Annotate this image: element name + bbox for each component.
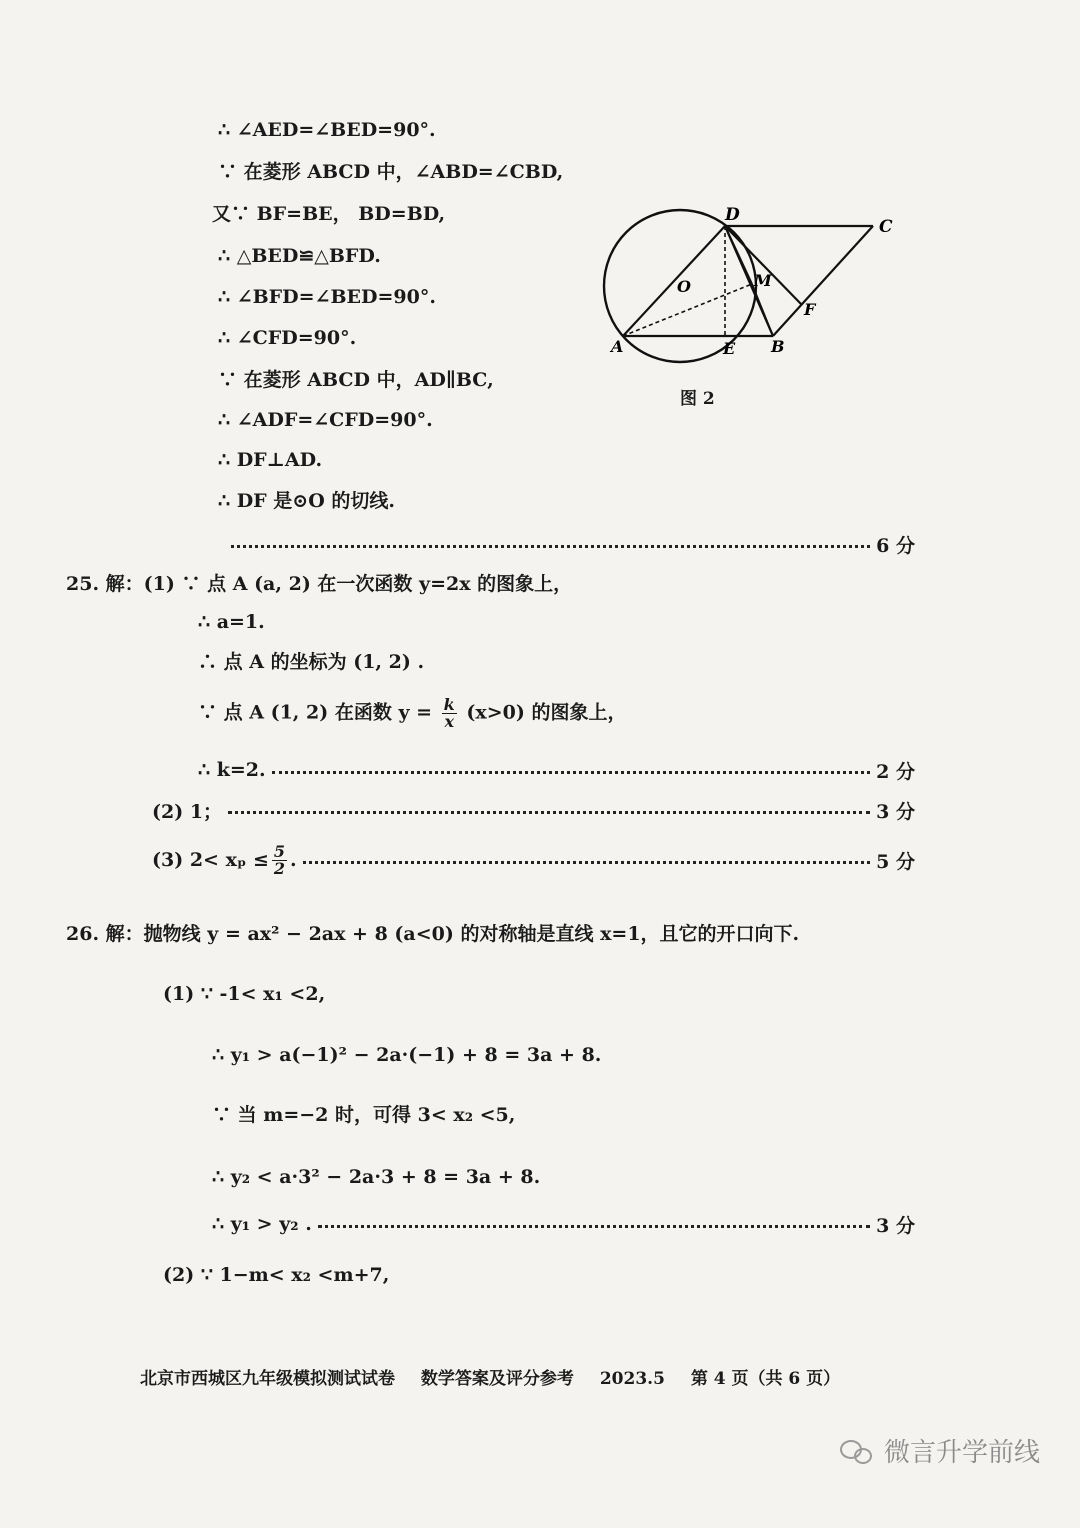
frac-num: 5 [273, 841, 286, 861]
proof-line-3: 又∵ BF=BE， BD=BD, [212, 203, 446, 225]
segment-df [725, 226, 801, 304]
score-5: 5 分 [876, 850, 915, 873]
q26-line-5: ∴ y₂ < a·3² − 2a·3 + 8 = 3a + 8. [212, 1166, 541, 1188]
proof-line-4: ∴ △BED≌△BFD. [218, 245, 381, 267]
side-ad [623, 226, 725, 336]
label-d: D [725, 205, 740, 225]
label-m: M [754, 271, 772, 290]
q26-line-3: ∴ y₁ > a(−1)² − 2a·(−1) + 8 = 3a + 8. [212, 1044, 602, 1066]
footer-school: 北京市西城区九年级模拟测试试卷 [140, 1369, 395, 1389]
label-a: A [611, 337, 624, 356]
proof-line-1: ∴ ∠AED=∠BED=90°. [218, 119, 436, 141]
segment-dm [725, 226, 752, 284]
q26-line-1: 26. 解：抛物线 y = ax² − 2ax + 8 (a<0) 的对称轴是直线 x=1，且它的开口向下. [66, 923, 800, 945]
q25-line-1: 25. 解：(1) ∵ 点 A (a, 2) 在一次函数 y=2x 的图象上， [66, 573, 573, 595]
proof-line-10: ∴ DF 是⊙O 的切线. [218, 490, 395, 512]
q26-line-2: (1) ∵ -1< x₁ <2, [163, 983, 326, 1005]
geometry-figure [595, 200, 925, 415]
label-e: E [723, 339, 736, 358]
fraction-5-over-2 [272, 841, 287, 878]
label-f: F [804, 300, 816, 319]
footer-date: 2023.5 [599, 1369, 665, 1389]
score-3b: 3 分 [876, 1214, 915, 1237]
frac-den: 2 [273, 858, 286, 878]
watermark [840, 1432, 1040, 1469]
proof-line-5: ∴ ∠BFD=∠BED=90°. [218, 286, 436, 308]
side-cb [773, 226, 873, 336]
score-2: 2 分 [876, 760, 915, 783]
label-b: B [771, 337, 785, 356]
frac-den: x [444, 712, 454, 731]
q25-part-3-pre: (3) 2< xₚ ≤ [152, 849, 269, 871]
proof-line-6: ∴ ∠CFD=90°. [218, 327, 357, 349]
q25-line-5 [198, 756, 915, 784]
proof-line-8: ∴ ∠ADF=∠CFD=90°. [218, 409, 433, 431]
watermark-text: 微言升学前线 [884, 1438, 1041, 1468]
proof-line-9: ∴ DF⊥AD. [218, 449, 323, 471]
q25-line-3: ∴ 点 A 的坐标为 (1, 2) . [198, 651, 425, 673]
score-6: 6 分 [876, 534, 915, 557]
q26-line-4: ∵ 当 m=−2 时，可得 3< x₂ <5, [212, 1104, 516, 1126]
q26-line-6 [212, 1210, 915, 1238]
q25-line-4 [198, 697, 626, 730]
footer-subject: 数学答案及评分参考 [420, 1369, 574, 1389]
proof-line-2: ∵ 在菱形 ABCD 中，∠ABD=∠CBD, [218, 161, 564, 183]
q25-part-2 [152, 796, 915, 824]
score-3a: 3 分 [876, 800, 915, 823]
q25-line-5-text: ∴ k=2. [198, 759, 266, 781]
frac-num: k [443, 695, 455, 714]
q25-part-2-text: (2) 1； [152, 800, 223, 823]
q25-line-2: ∴ a=1. [198, 611, 265, 633]
q26-line-7: (2) ∵ 1−m< x₂ <m+7, [163, 1264, 390, 1286]
q25-line-4-pre: ∵ 点 A (1, 2) 在函数 y = [198, 701, 433, 724]
q25-part-3-post: . [290, 849, 297, 871]
wechat-icon [840, 1438, 874, 1464]
page-footer [140, 1364, 860, 1389]
segment-mb [752, 284, 773, 336]
label-c: C [879, 217, 893, 237]
q25-part-3 [152, 841, 915, 878]
footer-page: 第 4 页（共 6 页） [690, 1369, 841, 1389]
label-o: O [677, 277, 691, 296]
figure-caption: 图 2 [680, 389, 715, 409]
fraction-k-over-x [442, 697, 457, 730]
q25-line-4-post: (x>0) 的图象上， [466, 701, 627, 724]
q26-line-6-text: ∴ y₁ > y₂ . [212, 1213, 312, 1235]
proof-line-7: ∵ 在菱形 ABCD 中，AD∥BC, [218, 369, 494, 391]
score-row-6 [225, 530, 915, 558]
